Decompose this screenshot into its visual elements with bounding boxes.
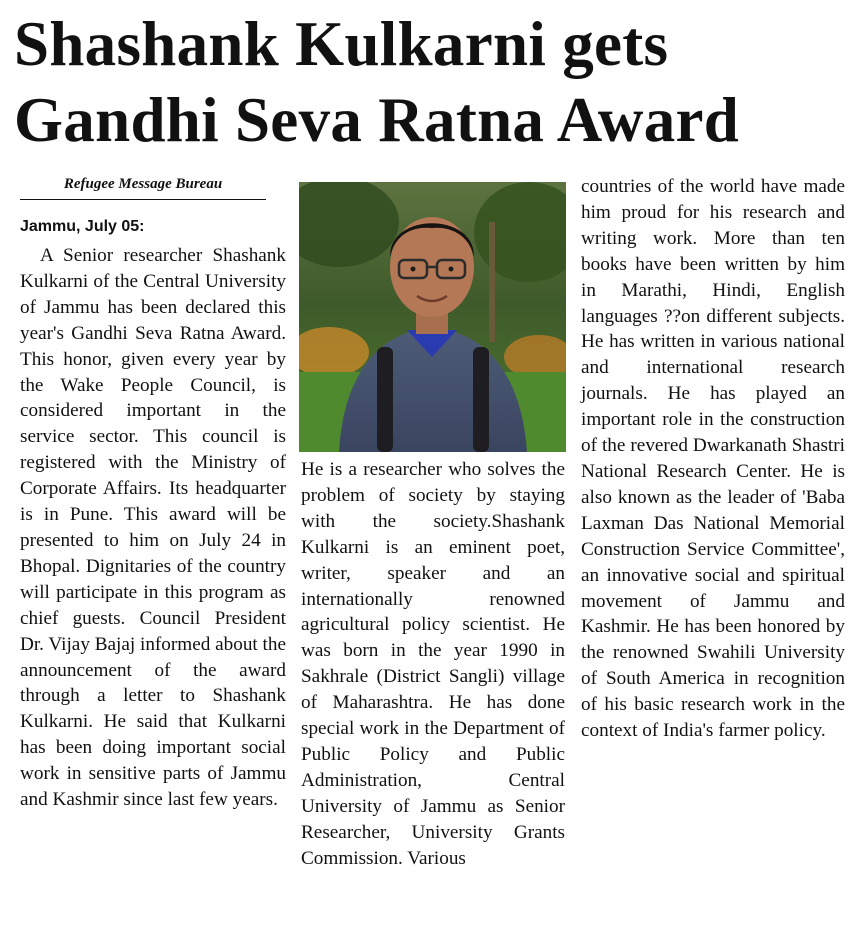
article-column-2: He is a researcher who solves the problem of society by staying with the society.Shashank Kulkarni is an eminent poet, writer, speaker and an internationally renowned agricultural policy scientist. He was born in the year 1990 in Sakhrale (District Sangli) village of Maharashtra. He has done special work in the Department of Public Policy and Public Administration, Central University of Jammu as Senior Researcher, University Grants Commission. Various: [301, 459, 565, 869]
portrait-photo: [299, 182, 566, 452]
article-column-3: countries of the world have made him proud for his research and writing work. More than ten books have been written by him in Marathi, Hindi, English languages ??on different subjects. He has written in various national and international research journals. He has played an important role in the construction of the revered Dwarkanath Shastri National Research Center. He is also known as the leader of 'Baba Laxman Das National Memorial Construction Service Committee', an innovative social and spiritual movement of Jammu and Kashmir. He has been honored by the renowned Swahili University of South America in recognition of his basic research work in the context of India's farmer policy.: [581, 176, 845, 742]
headline: [14, 6, 854, 158]
byline: Refugee Message Bureau: [20, 176, 266, 200]
article-column-1: A Senior researcher Shashank Kulkarni of the Central University of Jammu has been declared this year's Gandhi Seva Ratna Award. This honor, given every year by the Wake People Council, is considered important in the service sector. This council is registered with the Ministry of Corporate Affairs. Its headquarter is in Pune. This award will be presented to him on July 24 in Bhopal. Dignitaries of the country will participate in this program as chief guests. Council President Dr. Vijay Bajaj informed about the announcement of the award through a letter to Shashank Kulkarni. He said that Kulkarni has been doing important social work in sensitive parts of Jammu and Kashmir since last few years.: [20, 245, 286, 811]
headline-line-1: Shashank Kulkarni gets: [14, 9, 669, 79]
headline-line-2: Gandhi Seva Ratna Award: [14, 85, 740, 155]
dateline: Jammu, July 05:: [20, 218, 145, 235]
portrait-illustration: [299, 182, 566, 452]
